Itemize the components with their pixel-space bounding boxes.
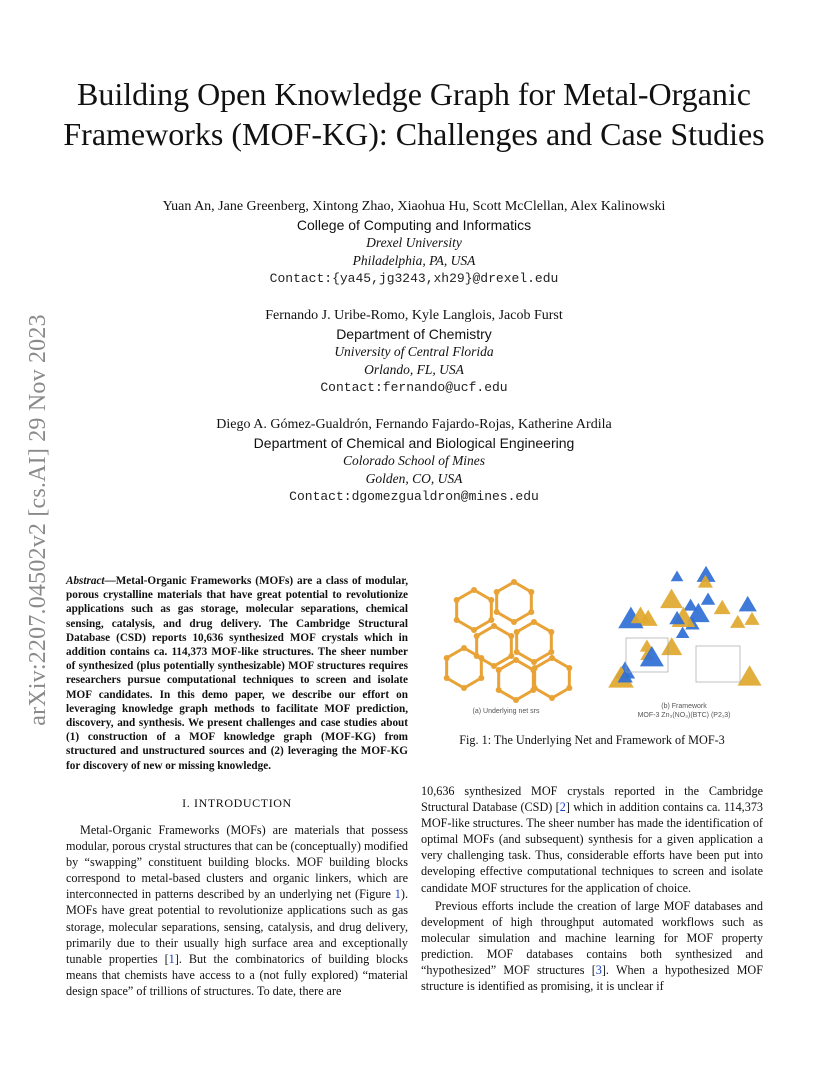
figure-caption: Fig. 1: The Underlying Net and Framework of MOF-3 bbox=[459, 733, 725, 747]
section-heading bbox=[66, 796, 408, 811]
arxiv-identifier: arXiv:2207.04502v2 [cs.AI] 29 Nov 2023 bbox=[25, 314, 51, 726]
net-node bbox=[511, 619, 517, 625]
intro-text: Metal-Organic Frameworks (MOFs) are materials that possess modular, porous crystal structures that can be (conceptually) modified by “swapping” constituent building blocks. MOF building blocks correspond to metal-based clusters and organic linkers, which are interconnected in patterns described by an underlying net (Figure bbox=[66, 823, 408, 902]
institution: Drexel University bbox=[366, 235, 462, 250]
net-node bbox=[513, 657, 519, 663]
subfigure-b-caption-line1: (b) Framework bbox=[661, 703, 707, 710]
net-ring bbox=[535, 658, 570, 698]
net-node bbox=[454, 617, 460, 623]
abstract bbox=[66, 574, 408, 773]
net-node bbox=[491, 663, 497, 669]
paper-title: Building Open Knowledge Graph for Metal-Organic Frameworks (MOF-KG): Challenges and Case Studies bbox=[63, 76, 765, 152]
intro-column-right bbox=[421, 783, 763, 994]
net-ring bbox=[517, 622, 552, 662]
framework-linker bbox=[714, 600, 731, 614]
intro-text: ). MOFs have great potential to revolutionize applications such as gas storage, molecular separations, sensing, catalysis, and drug delivery, primarily due to their usually high surface area and exceptionally tunable properties [ bbox=[66, 887, 408, 966]
subfigure-b-caption-line2: MOF-3 Zn₃(NO₃)(BTC) (P2₁3) bbox=[637, 712, 731, 719]
intro-paragraph bbox=[421, 783, 763, 896]
net-ring bbox=[499, 660, 534, 700]
net-node bbox=[454, 597, 460, 603]
intro-text: ]. When a hypothesized MOF structure is identified as promising, it is unclear if bbox=[421, 963, 764, 994]
net-node bbox=[478, 675, 484, 681]
net-node bbox=[566, 665, 572, 671]
abstract-label: Abstract bbox=[66, 575, 105, 587]
intro-paragraph-left bbox=[66, 822, 408, 999]
intro-text: 10,636 synthesized MOF crystals reported in the Cambridge Structural Database (CSD) [ bbox=[421, 784, 763, 815]
citation-link[interactable]: 2 bbox=[559, 800, 566, 815]
contact-email[interactable]: Contact:{ya45,jg3243,xh29}@drexel.edu bbox=[269, 271, 559, 286]
intro-paragraph bbox=[421, 898, 763, 995]
net-node bbox=[511, 579, 517, 585]
location: Golden, CO, USA bbox=[365, 471, 463, 486]
net-node bbox=[494, 609, 500, 615]
net-node bbox=[491, 623, 497, 629]
net-node bbox=[494, 589, 500, 595]
net-node bbox=[528, 589, 534, 595]
net-node bbox=[514, 629, 520, 635]
institution: University of Central Florida bbox=[334, 344, 494, 359]
contact-email[interactable]: Contact:dgomezgualdron@mines.edu bbox=[289, 489, 539, 504]
unit-cell-outline bbox=[696, 646, 740, 682]
section-title: INTRODUCTION bbox=[193, 796, 292, 810]
contact-email[interactable]: Contact:fernando@ucf.edu bbox=[320, 380, 508, 395]
net-node bbox=[549, 695, 555, 701]
citation-link[interactable]: 3 bbox=[595, 963, 602, 978]
intro-text: Previous efforts include the creation of large MOF databases and development of high throughput automated workflows such as molecular simulation and machine learning for MOF property prediction. MOF databases contains both synthesized and “hypothesized” MOF structures [ bbox=[421, 898, 763, 978]
net-node bbox=[531, 619, 537, 625]
net-node bbox=[528, 609, 534, 615]
net-node bbox=[508, 633, 514, 639]
department: Department of Chemistry bbox=[336, 326, 492, 342]
net-node bbox=[474, 633, 480, 639]
net-ring bbox=[497, 582, 532, 622]
author-list: Yuan An, Jane Greenberg, Xintong Zhao, Xiaohua Hu, Scott McClellan, Alex Kalinowski bbox=[162, 199, 666, 214]
net-node bbox=[532, 685, 538, 691]
net-node bbox=[444, 655, 450, 661]
citation-link[interactable]: 1 bbox=[168, 951, 175, 966]
institution: Colorado School of Mines bbox=[342, 453, 486, 468]
net-node bbox=[488, 617, 494, 623]
framework-linker bbox=[730, 615, 745, 628]
net-node bbox=[488, 597, 494, 603]
figure-reference-link[interactable]: 1 bbox=[394, 887, 401, 902]
intro-text: ] which in addition contains ca. 114,373 MOF-like structures. The sheer number has made the identification of optimal MOFs (and subsequent) synthesis for a given application a very challenging task. Thus, considerable efforts have been put into developing effective computational techniques to screen and isolate candidate MOF structures for the application of choice. bbox=[421, 800, 764, 895]
net-node bbox=[478, 655, 484, 661]
author-list: Fernando J. Uribe-Romo, Kyle Langlois, Jacob Furst bbox=[265, 308, 563, 323]
section-number: I. bbox=[182, 796, 191, 810]
net-ring bbox=[457, 590, 492, 630]
net-node bbox=[514, 649, 520, 655]
net-node bbox=[496, 687, 502, 693]
subfigure-a-caption: (a) Underlying net srs bbox=[472, 708, 540, 715]
net-node bbox=[461, 685, 467, 691]
figure-mof3 bbox=[434, 558, 764, 730]
net-ring bbox=[447, 648, 482, 688]
framework-tetrahedron bbox=[671, 570, 684, 581]
net-node bbox=[566, 685, 572, 691]
framework-linker bbox=[744, 612, 759, 625]
affiliation-block-1 bbox=[60, 198, 768, 288]
net-node bbox=[508, 653, 514, 659]
affiliation-block-3 bbox=[60, 416, 768, 506]
underlying-net-illustration bbox=[444, 579, 573, 703]
net-node bbox=[496, 667, 502, 673]
location: Philadelphia, PA, USA bbox=[352, 253, 476, 268]
abstract-text: —Metal-Organic Frameworks (MOFs) are a class of modular, porous crystalline materials that have great potential to revolutionize applications such as gas storage, molecular separations, chemical sensing, catalysis, and drug delivery. The Cambridge Structural Database (CSD) reports 10,636 synthesized MOF crystals which in addition contains ca. 114,373 MOF-like structures. The sheer number of synthesized (plus potentially synthesizable) MOF structures requires researchers pursue computational techniques to screen and isolate MOF candidates. In this demo paper, we describe our effort on leveraging knowledge graph methods to facilitate MOF prediction, discovery, and synthesis. We present challenges and case studies about (1) construction of a MOF knowledge graph (MOF-KG) from structured and unstructured sources and (2) leveraging the MOF-KG for discovery of new or missing knowledge. bbox=[66, 575, 408, 772]
framework-illustration bbox=[608, 566, 761, 688]
net-node bbox=[513, 697, 519, 703]
net-node bbox=[531, 659, 537, 665]
framework-tetrahedron bbox=[739, 596, 757, 611]
author-list: Diego A. Gómez-Gualdrón, Fernando Fajardo-Rojas, Katherine Ardila bbox=[216, 417, 612, 432]
net-node bbox=[471, 627, 477, 633]
net-node bbox=[471, 587, 477, 593]
net-node bbox=[444, 675, 450, 681]
net-node bbox=[461, 645, 467, 651]
affiliation-block-2 bbox=[60, 307, 768, 397]
department: Department of Chemical and Biological Engineering bbox=[253, 435, 575, 451]
framework-linker bbox=[660, 589, 683, 608]
net-node bbox=[548, 649, 554, 655]
department: College of Computing and Informatics bbox=[296, 217, 532, 233]
net-node bbox=[548, 629, 554, 635]
location: Orlando, FL, USA bbox=[364, 362, 464, 377]
net-node bbox=[532, 665, 538, 671]
framework-linker bbox=[738, 665, 762, 685]
framework-linker bbox=[661, 637, 682, 655]
net-node bbox=[549, 655, 555, 661]
framework-tetrahedron bbox=[701, 593, 715, 605]
intro-text: ]. But the combinatorics of building blocks means that chemists have access to a (not fully explored) “material design space” of trillions of structures. To date, there are bbox=[66, 951, 408, 998]
